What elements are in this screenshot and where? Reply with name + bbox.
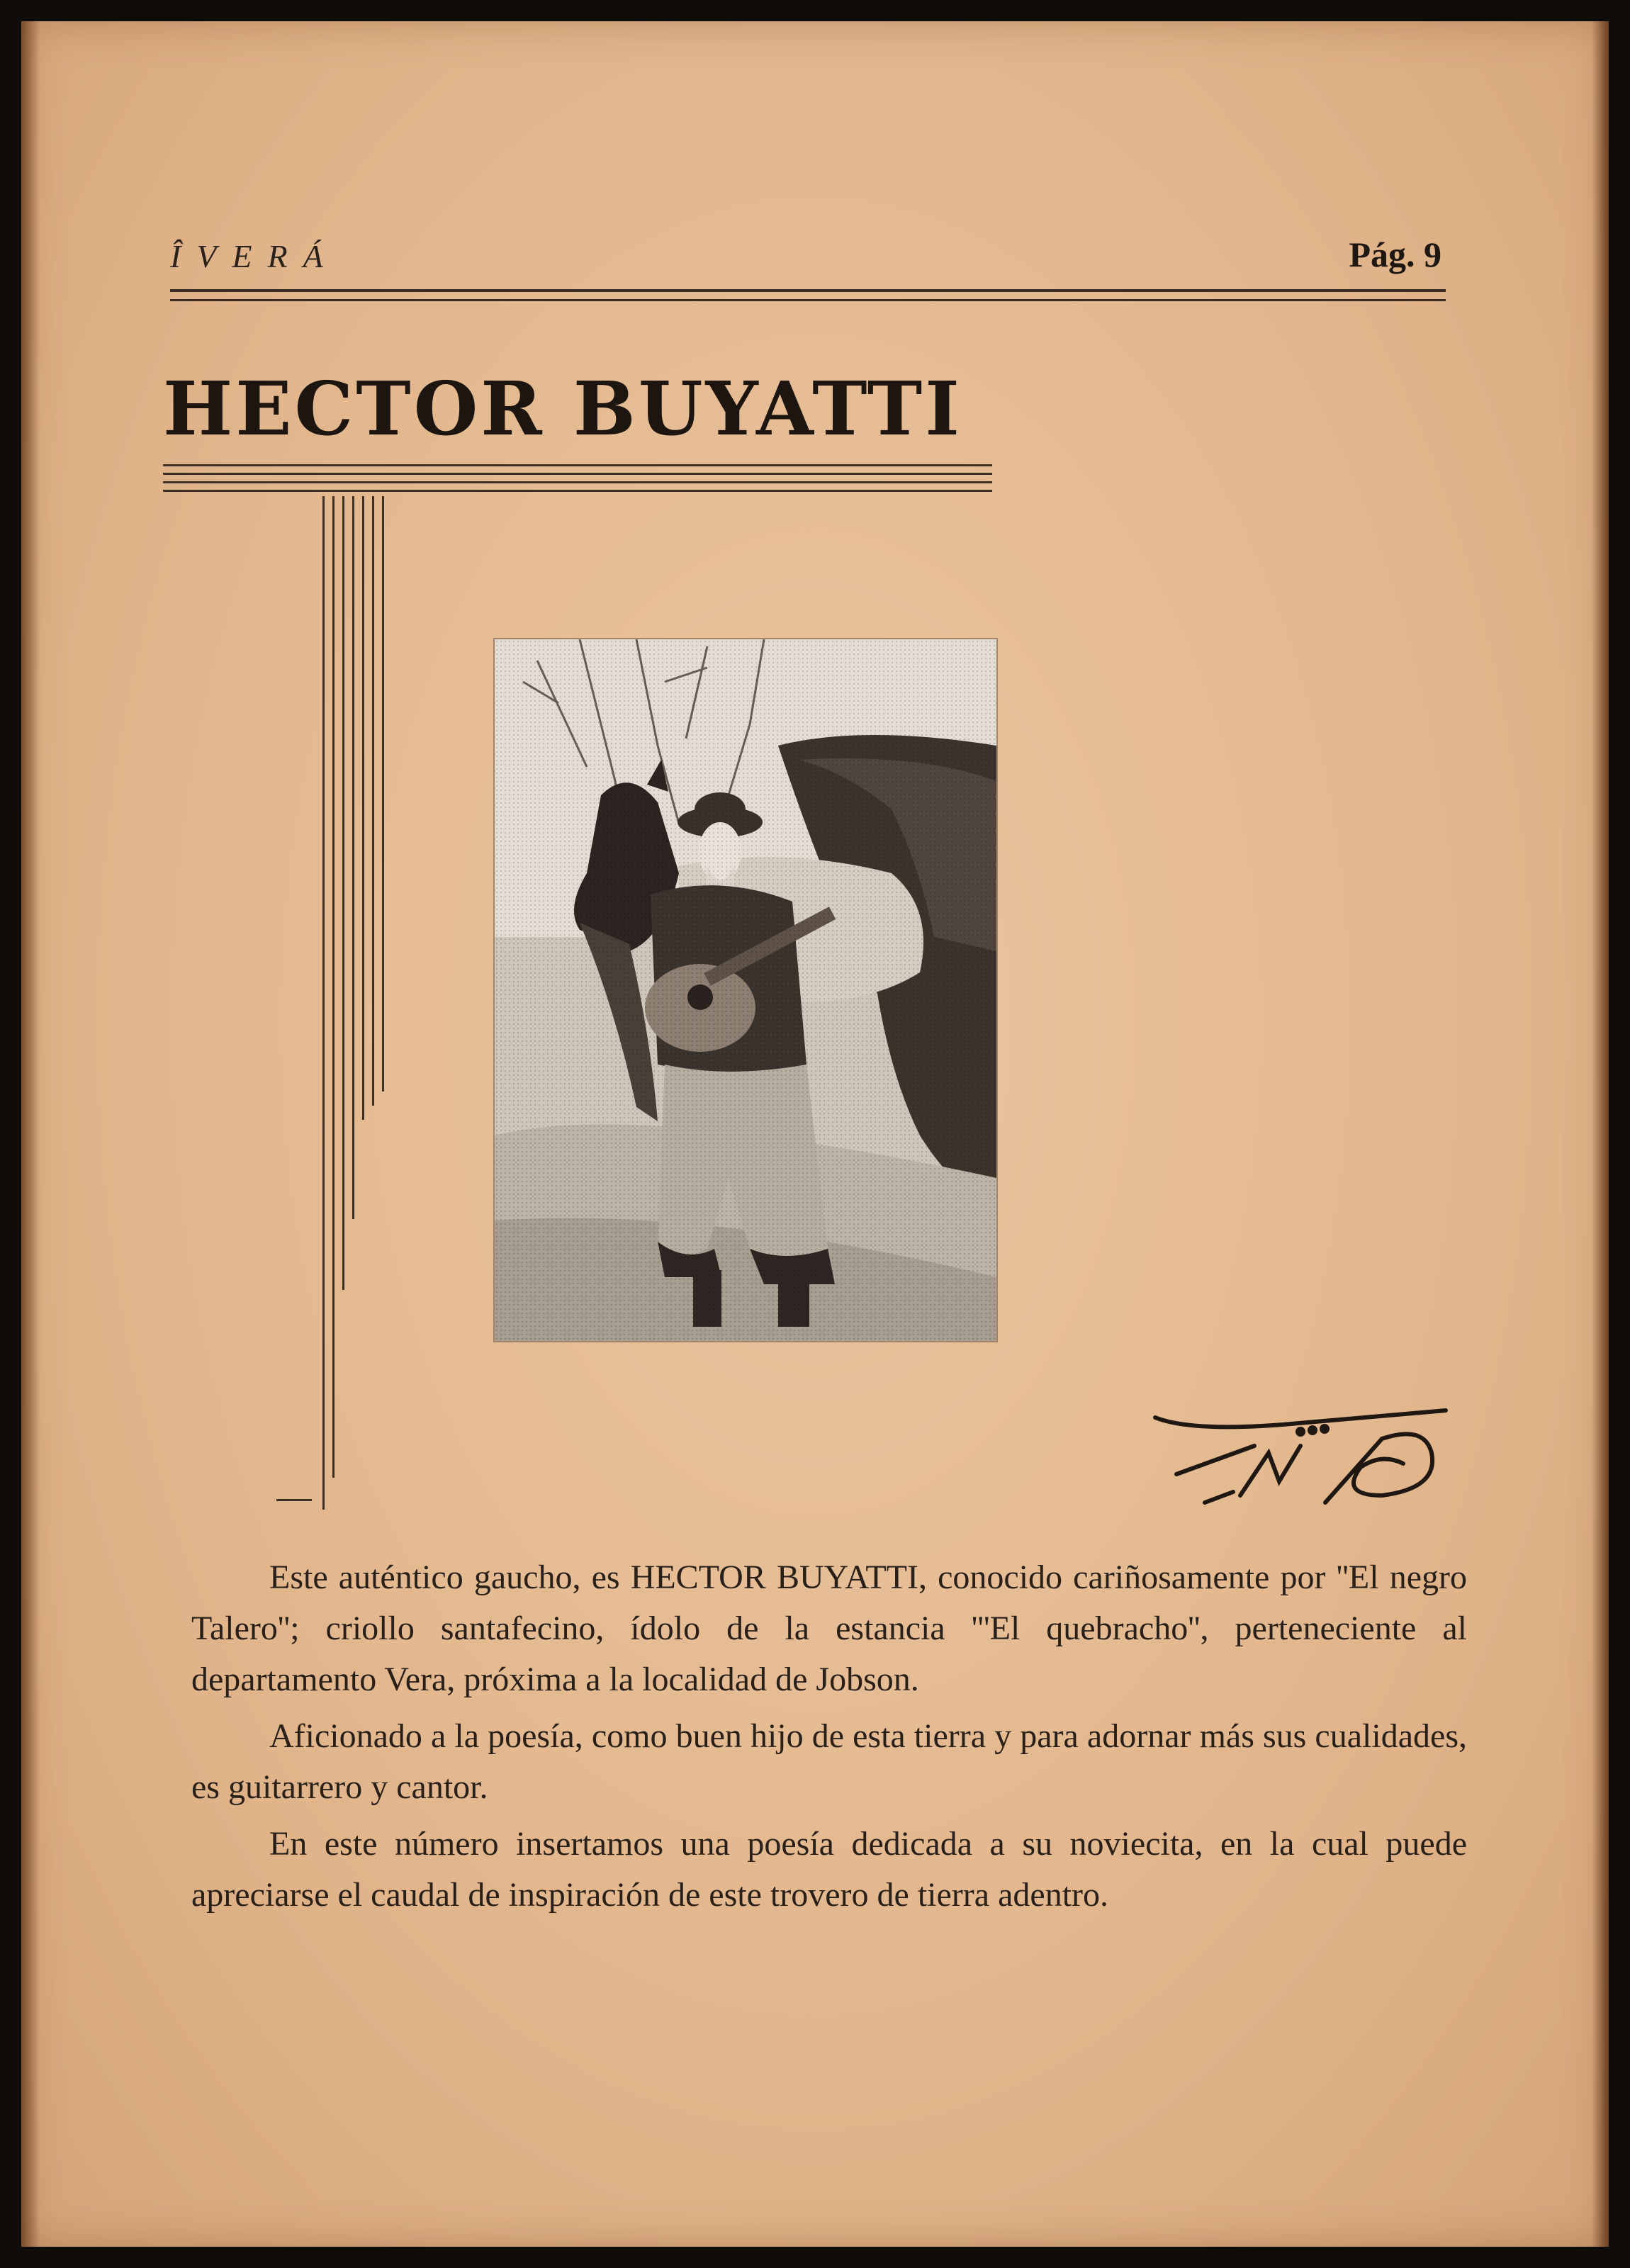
header-rule: [170, 289, 1446, 301]
gaucho-photo: [495, 639, 996, 1341]
paragraph-hobby: Aficionado a la poesía, como buen hijo de esta tierra y para adornar más sus cualidades, es guitarrero y cantor.: [191, 1717, 1467, 1806]
page-edge: [1592, 21, 1609, 2247]
signature-mark-icon: [1148, 1396, 1460, 1517]
running-title: ÎVERÁ: [170, 238, 339, 274]
article-title: HECTOR BUYATTI: [163, 365, 962, 452]
paragraph-intro: Este auténtico gaucho, es HECTOR BUYATTI, conocido cariñosamente por ''El negro Talero''; criollo santafecino, ídolo de la estancia '''El quebracho'', perteneciente al departamento Vera, próxima a la localidad de Jobson.: [191, 1559, 1467, 1698]
title-underline-rules: [163, 464, 992, 500]
paragraph-poem: En este número insertamos una poesía dedicada a su noviecita, en la cual puede apreciarse el caudal de inspiración de este trovero de tierra adentro.: [191, 1825, 1467, 1914]
gaucho-photo-icon: [495, 639, 996, 1341]
article-body: [191, 1552, 1467, 1926]
rule-tick: [276, 1499, 312, 1501]
binding-gutter: [21, 21, 40, 2247]
page-number: Pág. 9: [1349, 235, 1441, 274]
magazine-page: [21, 21, 1609, 2247]
decorative-vertical-rules: [322, 496, 408, 1510]
